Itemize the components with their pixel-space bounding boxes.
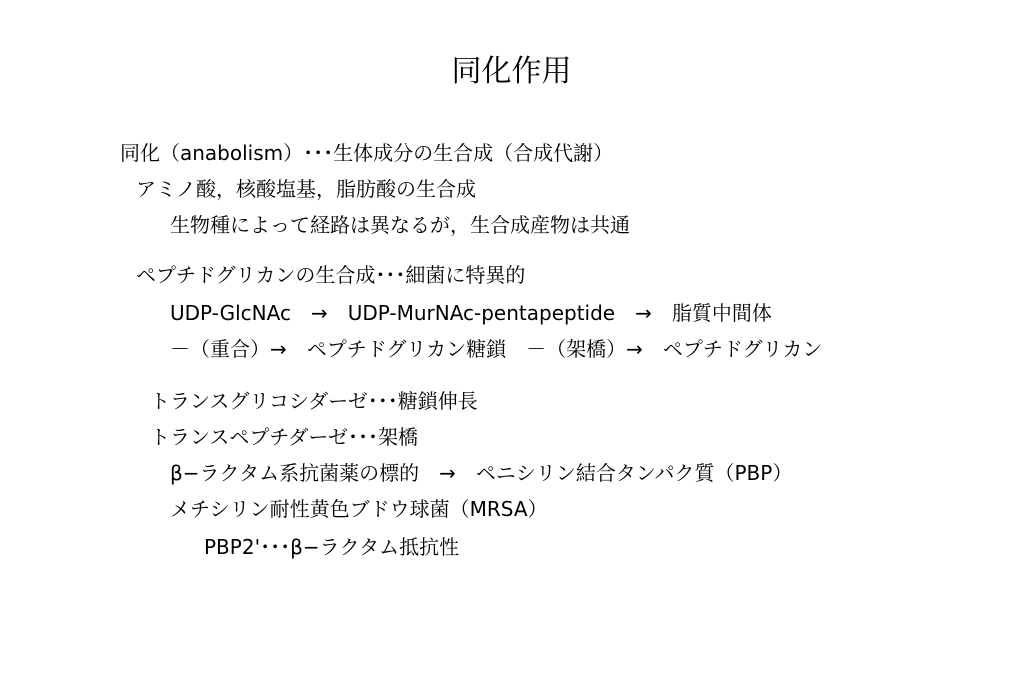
beta-lactam-target-line: β−ラクタム系抗菌薬の標的 → ペニシリン結合タンパク質（PBP） — [170, 461, 793, 485]
transpeptidase-line: トランスペプチダーゼ･･･架橋 — [150, 425, 418, 449]
pathway-step-2: －（重合）→ ペプチドグリカン糖鎖 －（架橋）→ ペプチドグリカン — [170, 337, 823, 361]
slide-title: 同化作用 — [451, 54, 572, 89]
biosynthesis-targets: アミノ酸，核酸塩基，脂肪酸の生合成 — [136, 177, 476, 201]
peptidoglycan-heading: ペプチドグリカンの生合成･･･細菌に特異的 — [136, 263, 526, 287]
transglycosidase-line: トランスグリコシダーゼ･･･糖鎖伸長 — [150, 389, 478, 413]
pbp2-line: PBP2'･･･β−ラクタム抵抗性 — [204, 535, 460, 559]
mrsa-line: メチシリン耐性黄色ブドウ球菌（MRSA） — [170, 497, 548, 521]
pathway-note: 生物種によって経路は異なるが，生合成産物は共通 — [170, 213, 630, 237]
anabolism-definition: 同化（anabolism）･･･生体成分の生合成（合成代謝） — [120, 141, 614, 165]
pathway-step-1: UDP-GlcNAc → UDP-MurNAc-pentapeptide → 脂質中間体 — [170, 301, 772, 325]
